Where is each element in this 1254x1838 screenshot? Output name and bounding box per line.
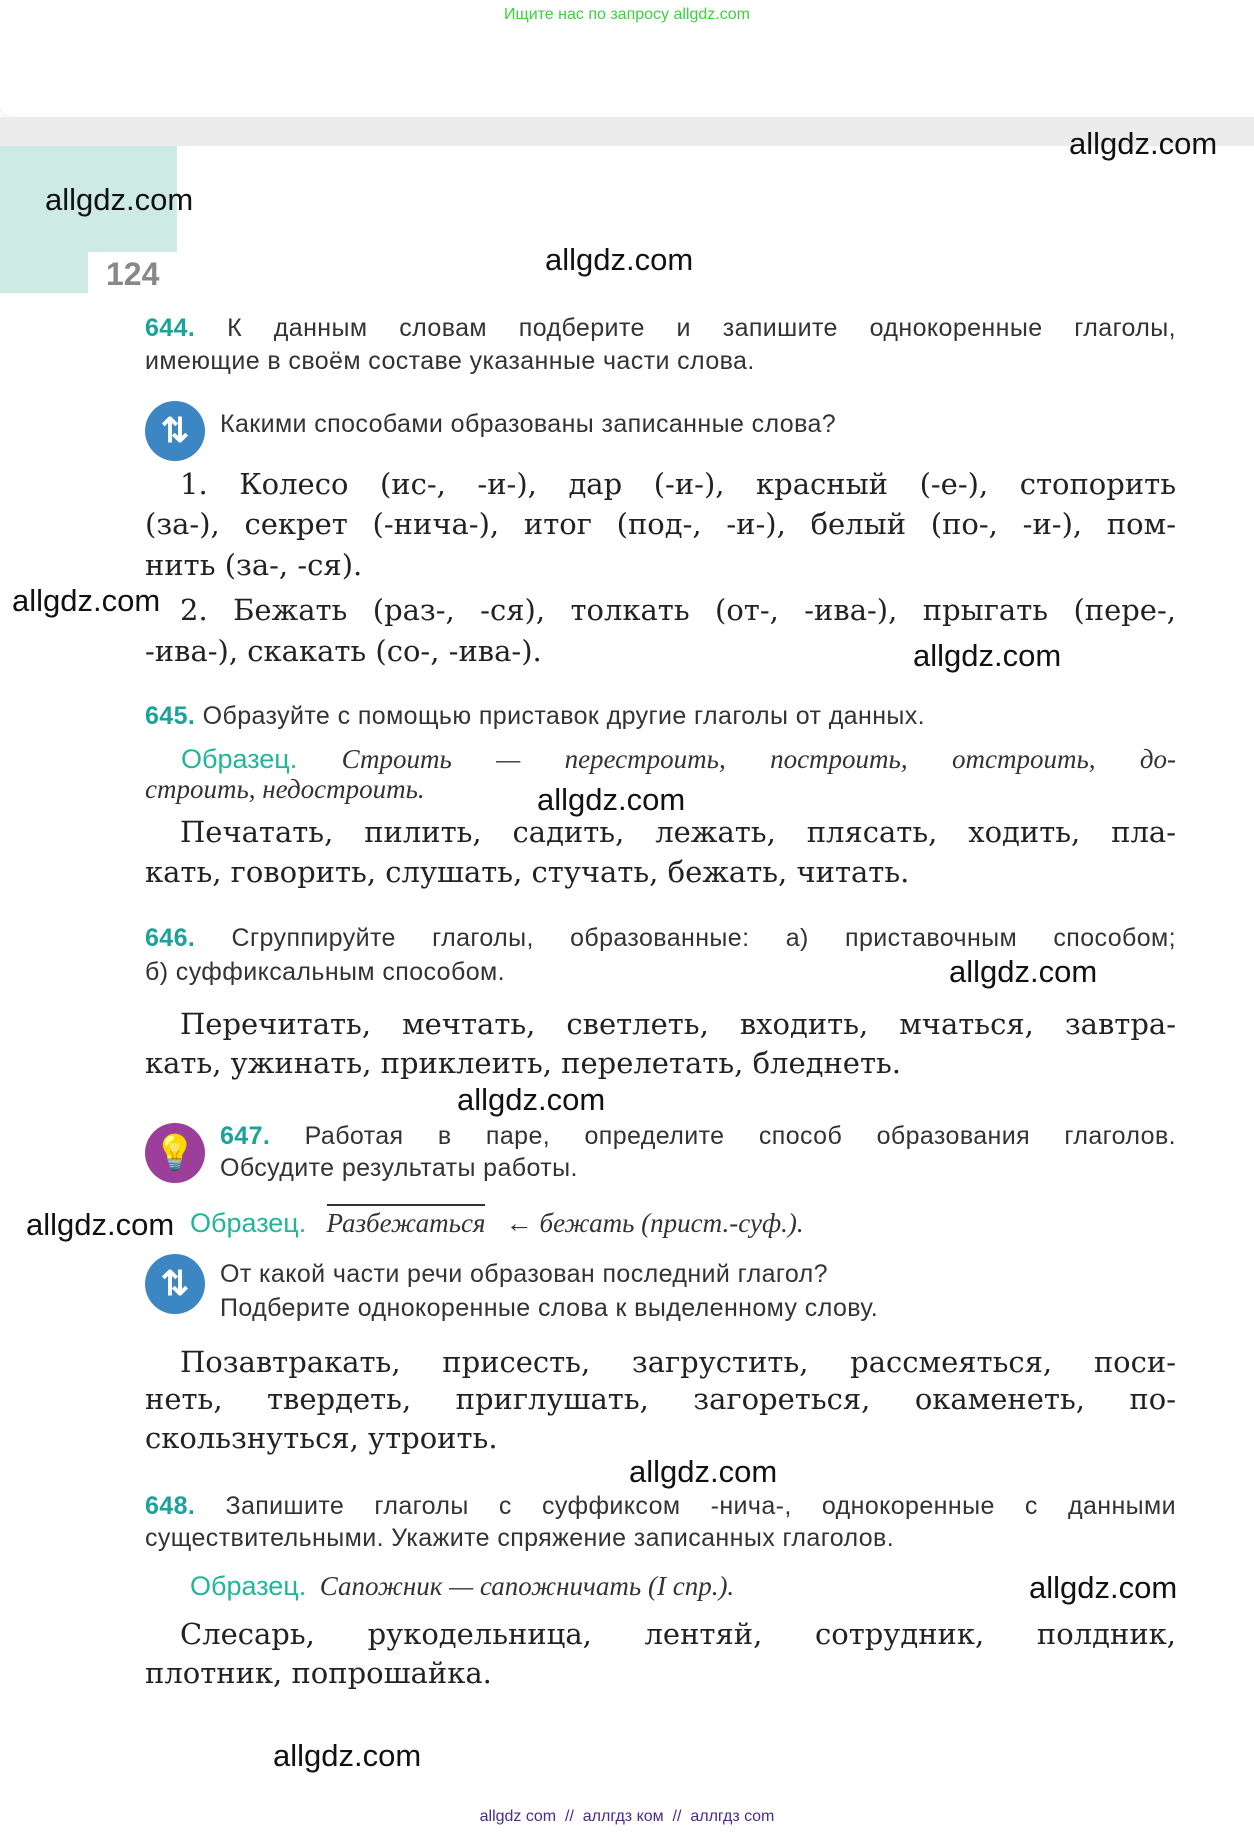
ex644-line-1 xyxy=(145,316,1176,341)
ex647-text: Работая в паре, определите способ образования глаголов. xyxy=(304,1122,1176,1150)
exercise-number: 645. xyxy=(145,702,196,730)
ex646-text: Сгруппируйте глаголы, образованные: а) приставочным способом; xyxy=(231,924,1176,952)
sample-text: Сапожник — сапожничать (I спр.). xyxy=(319,1571,735,1601)
ex646-line-1 xyxy=(145,926,1176,951)
ex647-words-2: неть, твердеть, приглушать, загореться, окаменеть, по- xyxy=(145,1382,1176,1416)
search-hint: Ищите нас по запросу allgdz.com xyxy=(504,6,750,23)
repeat-icon: ⇅ xyxy=(145,401,205,461)
exercise-number: 646. xyxy=(145,924,196,952)
exercise-number: 648. xyxy=(145,1492,196,1520)
ex647-words-1: Позавтракать, присесть, загрустить, рассмеяться, поси- xyxy=(180,1345,1176,1379)
ex644-words-3: нить (за-, -ся). xyxy=(145,548,363,582)
watermark: allgdz.com xyxy=(273,1738,422,1773)
sample-label: Образец. xyxy=(190,1208,307,1238)
sample-label: Образец. xyxy=(181,744,298,774)
exercise-number: 647. xyxy=(220,1122,271,1150)
ex645-words-1: Печатать, пилить, садить, лежать, плясать, ходить, пла- xyxy=(180,815,1176,849)
ex648-words-2: плотник, попрошайка. xyxy=(145,1656,492,1690)
repeat-icon: ⇅ xyxy=(145,1254,205,1314)
watermark: allgdz.com xyxy=(545,242,694,277)
ex647-words-3: скользнуться, утроить. xyxy=(145,1421,498,1455)
header-bar xyxy=(0,35,1254,117)
ex644-words-1: 1. Колесо (ис-, -и-), дар (-и-), красный (-е-), стопорить xyxy=(180,467,1176,501)
watermark: allgdz.com xyxy=(26,1207,175,1242)
ex647-line-2: Обсудите результаты работы. xyxy=(220,1154,578,1182)
sample-word: Разбежаться xyxy=(327,1204,486,1238)
ex647-question-2: Подберите однокоренные слова к выделенному слову. xyxy=(220,1294,879,1322)
ex645-text: Образуйте с помощью приставок другие глаголы от данных. xyxy=(202,702,926,730)
watermark: allgdz.com xyxy=(1069,126,1218,161)
ex644-words-2: (за-), секрет (-нича-), итог (под-, -и-), белый (по-, -и-), пом- xyxy=(145,507,1176,541)
footer-links: allgdz com // аллгдз ком // аллгдз com xyxy=(479,1808,775,1825)
ex647-question-1: От какой части речи образован последний глагол? xyxy=(220,1260,828,1288)
ex644-text: К данным словам подберите и запишите однокоренные глаголы, xyxy=(227,314,1176,342)
ex648-text: Запишите глаголы с суффиксом -нича-, однокоренные с данными xyxy=(225,1492,1176,1520)
ex647-sample xyxy=(190,1210,1221,1237)
ex646-words-2: кать, ужинать, приклеить, перелетать, бледнеть. xyxy=(145,1046,902,1080)
ex645-line xyxy=(145,704,1176,729)
ex646-line-2: б) суффиксальным способом. xyxy=(145,958,505,986)
ex647-line-1 xyxy=(220,1124,1176,1149)
ex645-words-2: кать, говорить, слушать, стучать, бежать, читать. xyxy=(145,855,910,889)
watermark: allgdz.com xyxy=(949,954,1098,989)
watermark: allgdz.com xyxy=(537,782,686,817)
watermark: allgdz.com xyxy=(629,1454,778,1489)
ex644-question: Какими способами образованы записанные слова? xyxy=(220,410,837,438)
ex646-words-1: Перечитать, мечтать, светлеть, входить, мчаться, завтра- xyxy=(180,1007,1176,1041)
ex648-words-1: Слесарь, рукодельница, лентяй, сотрудник, полдник, xyxy=(180,1617,1176,1651)
ex645-sample-1 xyxy=(181,746,1176,773)
watermark: allgdz.com xyxy=(913,638,1062,673)
watermark: allgdz.com xyxy=(457,1082,606,1117)
sample-derivation: ← бежать (прист.-суф.). xyxy=(505,1208,804,1238)
watermark: allgdz.com xyxy=(45,182,194,217)
watermark: allgdz.com xyxy=(1029,1570,1178,1605)
ex648-line-2: существительными. Укажите спряжение записанных глаголов. xyxy=(145,1524,895,1552)
ex648-line-1 xyxy=(145,1494,1176,1519)
exercise-number: 644. xyxy=(145,314,196,342)
ex644-words-5: -ива-), скакать (со-, -ива-). xyxy=(145,634,542,668)
ex644-words-4: 2. Бежать (раз-, -ся), толкать (от-, -ива-), прыгать (пере-, xyxy=(180,593,1176,627)
ex644-line-2: имеющие в своём составе указанные части слова. xyxy=(145,347,755,375)
sample-text: Строить — перестроить, построить, отстроить, до- xyxy=(341,744,1176,774)
header-shadow-band xyxy=(0,117,1254,146)
page-number: 124 xyxy=(106,256,160,292)
watermark: allgdz.com xyxy=(12,583,161,618)
ex645-sample-2: строить, недостроить. xyxy=(145,774,425,804)
sample-label: Образец. xyxy=(190,1571,307,1601)
lightbulb-icon: 💡 xyxy=(145,1123,205,1183)
